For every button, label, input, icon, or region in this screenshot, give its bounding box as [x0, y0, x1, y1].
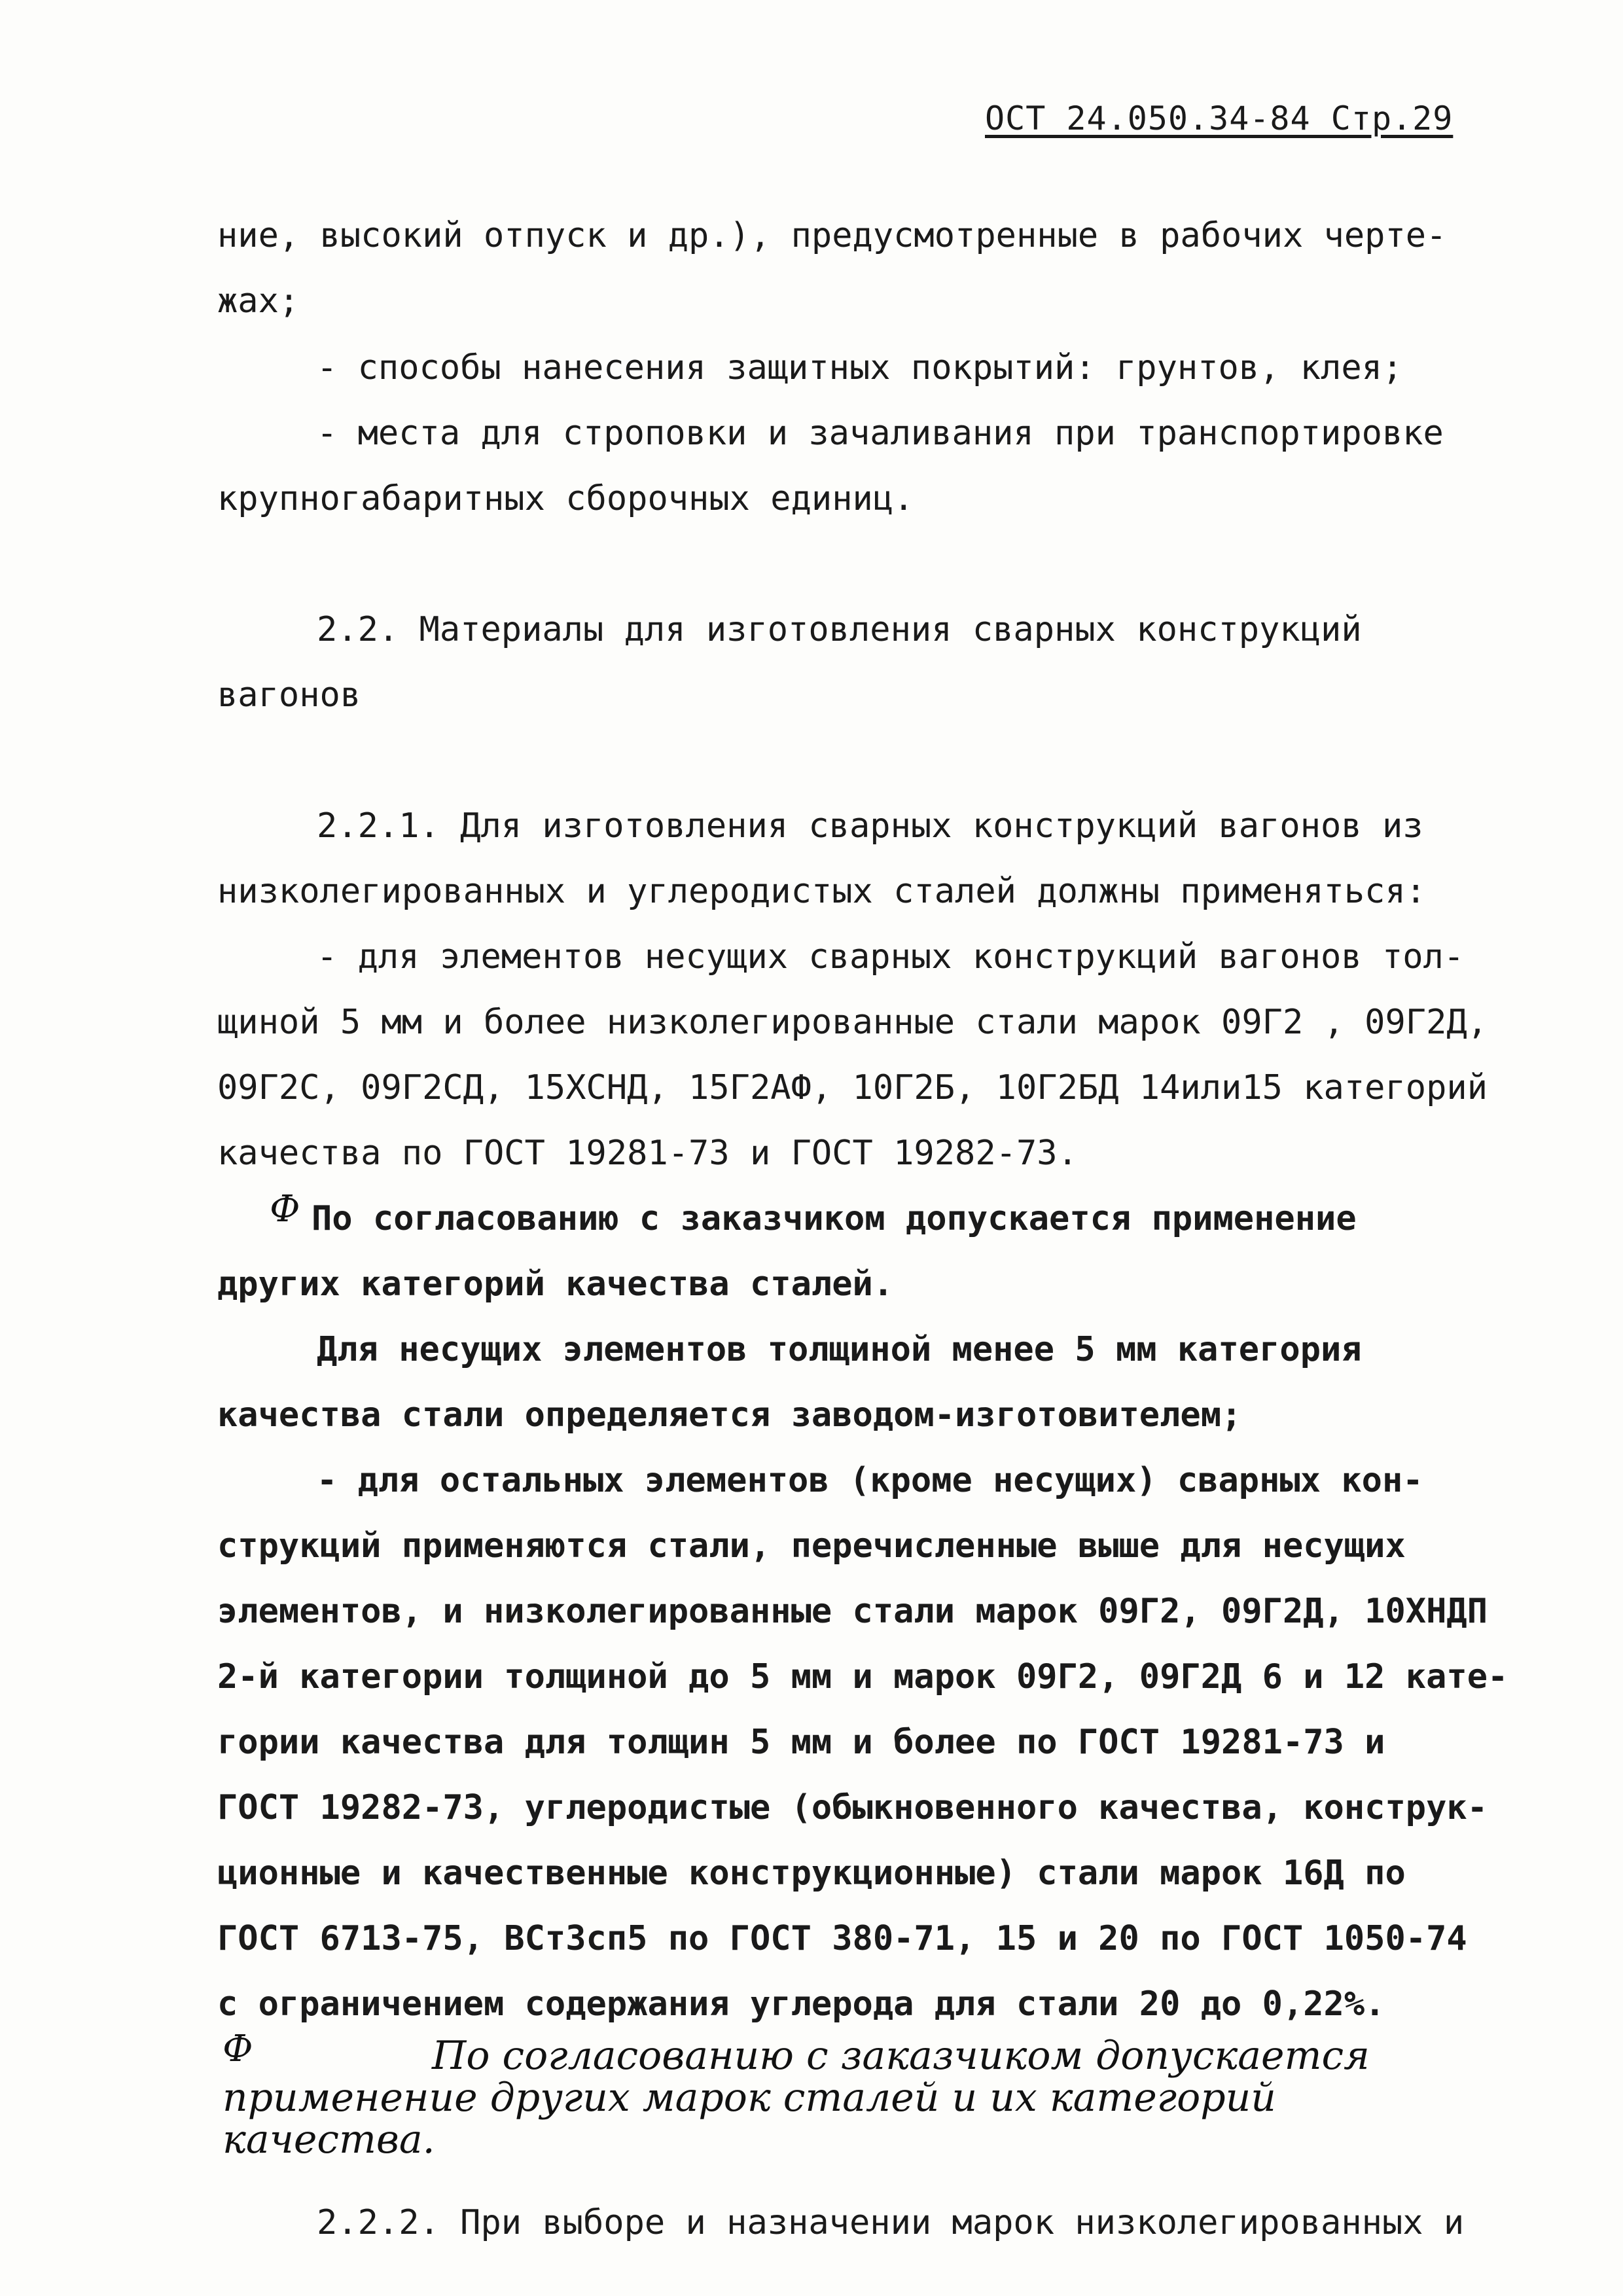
handwritten-note-line3: качества. — [223, 2117, 435, 2162]
text-line: - способы нанесения защитных покрытий: грунтов, клея; — [317, 348, 1403, 387]
text-line: - для остальных элементов (кроме несущих) сварных кон- — [317, 1461, 1423, 1500]
text-line: качества стали определяется заводом-изготовителем; — [217, 1395, 1242, 1435]
text-line: ционные и качественные конструкционные) стали марок 16Д по — [217, 1854, 1406, 1893]
text-line: ГОСТ 19282-73, углеродистые (обыкновенного качества, конструк- — [217, 1788, 1488, 1827]
text-line: Для несущих элементов толщиной менее 5 мм категория — [317, 1330, 1362, 1369]
text-line: низколегированных и углеродистых сталей должны применяться: — [217, 872, 1427, 911]
text-line: ние, высокий отпуск и др.), предусмотренные в рабочих черте- — [217, 216, 1447, 255]
handwritten-marker: Ф — [223, 2028, 253, 2070]
section-heading: 2.2. Материалы для изготовления сварных конструкций — [317, 610, 1362, 649]
text-line: с ограничением содержания углерода для стали 20 до 0,22%. — [217, 1984, 1385, 2024]
text-line: элементов, и низколегированные стали марок 09Г2, 09Г2Д, 10ХНДП — [217, 1592, 1488, 1631]
document-header: ОСТ 24.050.34-84 Стр.29 — [985, 99, 1454, 137]
text-line: гории качества для толщин 5 мм и более по ГОСТ 19281-73 и — [217, 1723, 1385, 1762]
text-line: крупногабаритных сборочных единиц. — [217, 479, 914, 518]
text-line: По согласованию с заказчиком допускается применение — [312, 1199, 1357, 1238]
text-line: ГОСТ 6713-75, ВСт3сп5 по ГОСТ 380-71, 15 и 20 по ГОСТ 1050-74 — [217, 1919, 1467, 1958]
text-line: качества по ГОСТ 19281-73 и ГОСТ 19282-73. — [217, 1134, 1078, 1173]
text-line: - места для строповки и зачаливания при транспортировке — [317, 414, 1444, 453]
text-line: 2-й категории толщиной до 5 мм и марок 09Г2, 09Г2Д 6 и 12 кате- — [217, 1657, 1508, 1696]
amendment-mark: Ф — [270, 1188, 300, 1230]
handwritten-note-line2: применение других марок сталей и их категорий — [223, 2075, 1276, 2121]
text-line: щиной 5 мм и более низколегированные стали марок 09Г2 , 09Г2Д, — [217, 1003, 1488, 1042]
text-line: струкций применяются стали, перечисленные выше для несущих — [217, 1526, 1406, 1566]
text-line: 2.2.2. При выборе и назначении марок низколегированных и — [317, 2203, 1465, 2242]
text-line: - для элементов несущих сварных конструкций вагонов тол- — [317, 937, 1465, 977]
text-line: 09Г2С, 09Г2СД, 15ХСНД, 15Г2АФ, 10Г2Б, 10Г2БД 14или15 категорий — [217, 1068, 1488, 1107]
section-heading-cont: вагонов — [217, 675, 361, 715]
handwritten-note-line1: По согласованию с заказчиком допускается — [432, 2033, 1370, 2079]
text-line: жах; — [217, 281, 300, 321]
text-line: 2.2.1. Для изготовления сварных конструкций вагонов из — [317, 806, 1423, 846]
text-line: других категорий качества сталей. — [217, 1265, 894, 1304]
